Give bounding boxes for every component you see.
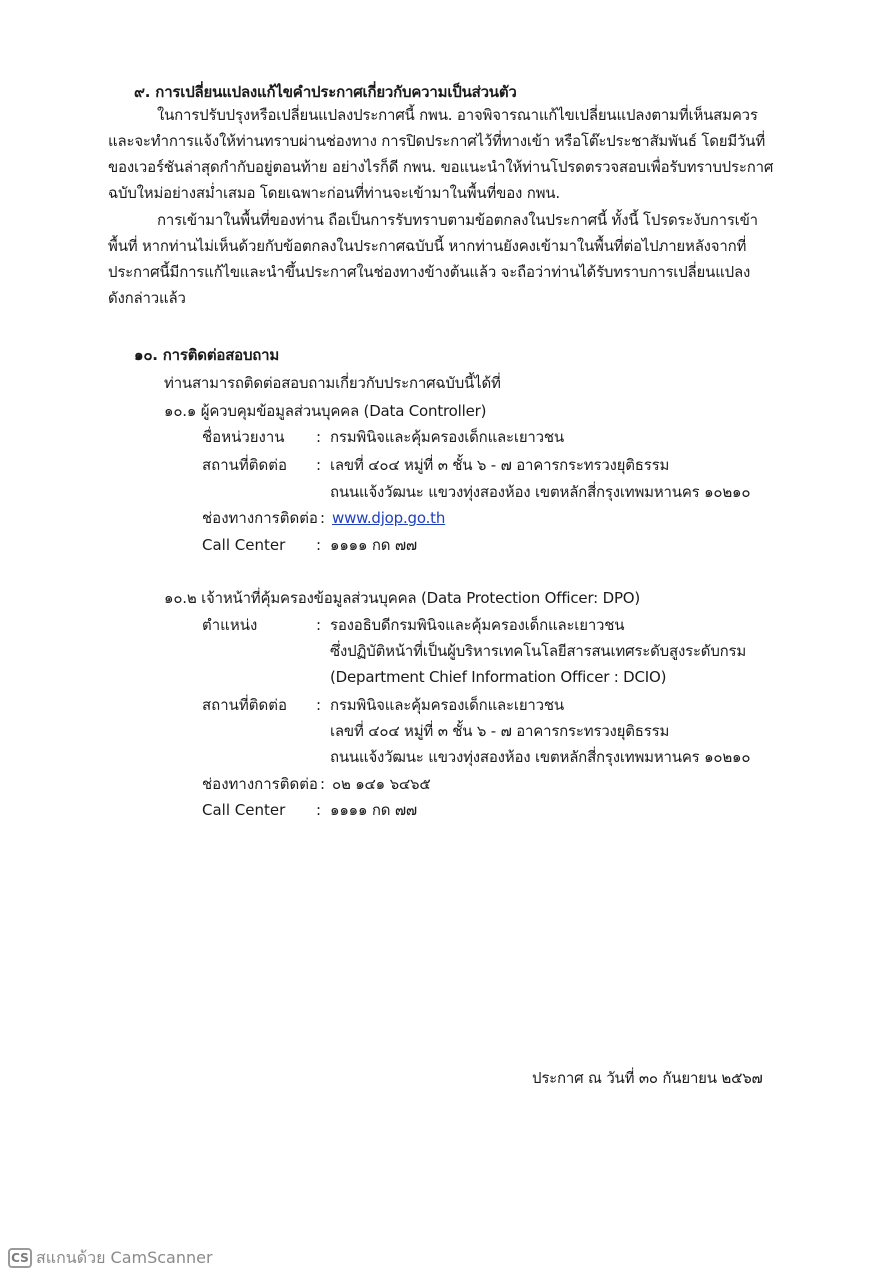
colon: : <box>320 509 326 527</box>
dpo-address-line1: กรมพินิจและคุ้มครองเด็กและเยาวชน <box>330 696 564 714</box>
section-9-heading: ๙. การเปลี่ยนแปลงแก้ไขคำประกาศเกี่ยวกับความเป็นส่วนตัว <box>134 83 517 101</box>
announcement-date: ประกาศ ณ วันที่ ๓๐ กันยายน ๒๕๖๗ <box>532 1069 763 1087</box>
dpo-address-line3: ถนนแจ้งวัฒนะ แขวงทุ่งสองห้อง เขตหลักสี่กรุงเทพมหานคร ๑๐๒๑๐ <box>330 748 751 766</box>
dpo-phone-value: ๐๒ ๑๔๑ ๖๔๖๕ <box>332 775 431 793</box>
section-9-para2-line2: พื้นที่ หากท่านไม่เห็นด้วยกับข้อตกลงในประกาศฉบับนี้ หากท่านยังคงเข้ามาในพื้นที่ต่อไปภายหลังจากที่ <box>108 237 747 255</box>
controller-address-label: สถานที่ติดต่อ <box>202 456 288 474</box>
colon: : <box>316 428 322 446</box>
dpo-position-line2: ซึ่งปฏิบัติหน้าที่เป็นผู้บริหารเทคโนโลยีสารสนเทศระดับสูงระดับกรม <box>330 642 747 660</box>
section-9-para2-line4: ดังกล่าวแล้ว <box>108 289 186 307</box>
controller-address-line2: ถนนแจ้งวัฒนะ แขวงทุ่งสองห้อง เขตหลักสี่กรุงเทพมหานคร ๑๐๒๑๐ <box>330 483 751 501</box>
section-9-para1-line2: และจะทำการแจ้งให้ท่านทราบผ่านช่องทาง การปิดประกาศไว้ที่ทางเข้า หรือโต๊ะประชาสัมพันธ์ โดยมีวันที่ <box>108 132 766 150</box>
controller-agency-label: ชื่อหน่วยงาน <box>202 428 285 446</box>
section-10-intro: ท่านสามารถติดต่อสอบถามเกี่ยวกับประกาศฉบับนี้ได้ที่ <box>164 374 501 392</box>
camscanner-watermark <box>8 1246 213 1270</box>
controller-callcenter-value: ๑๑๑๑ กด ๗๗ <box>330 536 418 554</box>
section-9-para2-line3: ประกาศนี้มีการแก้ไขและนำขึ้นประกาศในช่องทางข้างต้นแล้ว จะถือว่าท่านได้รับทราบการเปลี่ยนแปลง <box>108 263 751 281</box>
dpo-callcenter-label: Call Center <box>202 801 286 819</box>
controller-website-link[interactable]: www.djop.go.th <box>332 509 446 527</box>
colon: : <box>316 696 322 714</box>
controller-channel-label: ช่องทางการติดต่อ <box>202 509 318 527</box>
section-9-para1-line3: ของเวอร์ชันล่าสุดกำกับอยู่ตอนท้าย อย่างไรก็ดี กพน. ขอแนะนำให้ท่านโปรดตรวจสอบเพื่อรับทราบประกาศ <box>108 158 774 176</box>
dpo-position-line3: (Department Chief Information Officer : DCIO) <box>330 668 667 686</box>
colon: : <box>316 616 322 634</box>
dpo-channel-label: ช่องทางการติดต่อ <box>202 775 318 793</box>
controller-callcenter-label: Call Center <box>202 536 286 554</box>
dpo-callcenter-value: ๑๑๑๑ กด ๗๗ <box>330 801 418 819</box>
colon: : <box>316 801 322 819</box>
camscanner-text: สแกนด้วย CamScanner <box>36 1247 213 1267</box>
section-9-para2-line1: การเข้ามาในพื้นที่ของท่าน ถือเป็นการรับทราบตามข้อตกลงในประกาศนี้ ทั้งนี้ โปรดระงับการเข้า <box>157 211 758 229</box>
controller-agency-value: กรมพินิจและคุ้มครองเด็กและเยาวชน <box>330 428 564 446</box>
camscanner-logo: CS <box>8 1248 32 1268</box>
section-9-para1-line1: ในการปรับปรุงหรือเปลี่ยนแปลงประกาศนี้ กพน. อาจพิจารณาแก้ไขเปลี่ยนแปลงตามที่เห็นสมควร <box>157 106 758 124</box>
colon: : <box>320 775 326 793</box>
dpo-address-label: สถานที่ติดต่อ <box>202 696 288 714</box>
controller-title: ๑๐.๑ ผู้ควบคุมข้อมูลส่วนบุคคล (Data Controller) <box>164 402 487 420</box>
section-10-heading: ๑๐. การติดต่อสอบถาม <box>134 346 280 364</box>
dpo-address-line2: เลขที่ ๔๐๔ หมู่ที่ ๓ ชั้น ๖ - ๗ อาคารกระทรวงยุติธรรม <box>330 722 670 740</box>
colon: : <box>316 536 322 554</box>
controller-address-line1: เลขที่ ๔๐๔ หมู่ที่ ๓ ชั้น ๖ - ๗ อาคารกระทรวงยุติธรรม <box>330 456 670 474</box>
dpo-position-label: ตำแหน่ง <box>202 616 258 634</box>
colon: : <box>316 456 322 474</box>
dpo-position-line1: รองอธิบดีกรมพินิจและคุ้มครองเด็กและเยาวชน <box>330 616 625 634</box>
dpo-title: ๑๐.๒ เจ้าหน้าที่คุ้มครองข้อมูลส่วนบุคคล (Data Protection Officer: DPO) <box>164 589 641 607</box>
section-9-para1-line4: ฉบับใหม่อย่างสม่ำเสมอ โดยเฉพาะก่อนที่ท่านจะเข้ามาในพื้นที่ของ กพน. <box>108 184 560 202</box>
